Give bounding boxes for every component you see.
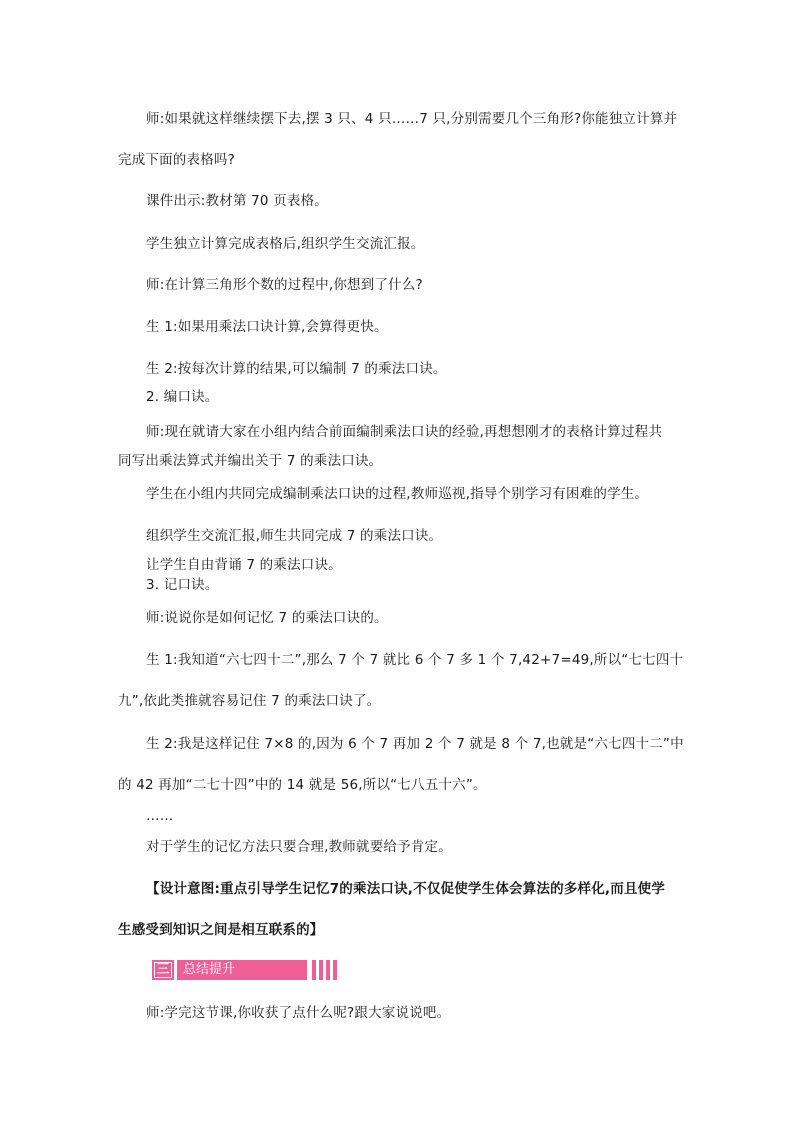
paragraph-student-1-memory-cont: 九”,依此类推就容易记住 7 的乘法口诀了。 bbox=[118, 693, 381, 709]
section-number-box bbox=[152, 960, 174, 980]
paragraph-teacher-question-1-cont: 完成下面的表格吗? bbox=[118, 152, 235, 168]
paragraph-summary-question: 师:学完这节课,你收获了点什么呢?跟大家说说吧。 bbox=[146, 1005, 451, 1021]
banner-stripe bbox=[333, 960, 337, 980]
ellipsis: …… bbox=[146, 808, 174, 824]
paragraph-teacher-group-task-cont: 同写出乘法算式并编出关于 7 的乘法口诀。 bbox=[118, 453, 383, 469]
heading-step-3: 3. 记口诀。 bbox=[146, 577, 219, 593]
banner-stripe bbox=[326, 960, 330, 980]
section-title: 总结提升 bbox=[177, 960, 307, 980]
paragraph-share: 组织学生交流汇报,师生共同完成 7 的乘法口诀。 bbox=[146, 528, 443, 544]
paragraph-teacher-question-1: 师:如果就这样继续摆下去,摆 3 只、4 只……7 只,分别需要几个三角形?你能独立计算并 bbox=[146, 111, 678, 127]
banner-stripe bbox=[319, 960, 323, 980]
section-number: 三 bbox=[154, 962, 172, 978]
paragraph-student-report: 学生独立计算完成表格后,组织学生交流汇报。 bbox=[146, 236, 425, 252]
design-intent: 【设计意图:重点引导学生记忆7的乘法口诀,不仅促使学生体会算法的多样化,而且使学 bbox=[146, 881, 666, 897]
paragraph-group-work: 学生在小组内共同完成编制乘法口诀的过程,教师巡视,指导个别学习有困难的学生。 bbox=[146, 486, 649, 502]
paragraph-teacher-group-task: 师:现在就请大家在小组内结合前面编制乘法口诀的经验,再想想刚才的表格计算过程共 bbox=[146, 424, 663, 440]
paragraph-student-1-memory: 生 1:我知道“六七四十二”,那么 7 个 7 就比 6 个 7 多 1 个 7,42+7=49,所以“七七四十 bbox=[146, 652, 684, 668]
paragraph-affirm: 对于学生的记忆方法只要合理,教师就要给予肯定。 bbox=[146, 839, 452, 855]
heading-step-2: 2. 编口诀。 bbox=[146, 389, 219, 405]
paragraph-teacher-question-2: 师:在计算三角形个数的过程中,你想到了什么? bbox=[146, 277, 423, 293]
paragraph-courseware: 课件出示:教材第 70 页表格。 bbox=[146, 193, 329, 209]
paragraph-student-1: 生 1:如果用乘法口诀计算,会算得更快。 bbox=[146, 319, 388, 335]
paragraph-student-2: 生 2:按每次计算的结果,可以编制 7 的乘法口诀。 bbox=[146, 361, 447, 377]
banner-stripe bbox=[312, 960, 316, 980]
paragraph-recite: 让学生自由背诵 7 的乘法口诀。 bbox=[146, 557, 342, 573]
paragraph-student-2-memory-cont: 的 42 再加“二七十四”中的 14 就是 56,所以“七八五十六”。 bbox=[118, 777, 487, 793]
design-intent-cont: 生感受到知识之间是相互联系的】 bbox=[118, 922, 324, 938]
paragraph-teacher-memory: 师:说说你是如何记忆 7 的乘法口诀的。 bbox=[146, 610, 388, 626]
section-banner bbox=[152, 960, 338, 980]
paragraph-student-2-memory: 生 2:我是这样记住 7×8 的,因为 6 个 7 再加 2 个 7 就是 8 个 7,也就是“六七四十二”中 bbox=[146, 736, 684, 752]
